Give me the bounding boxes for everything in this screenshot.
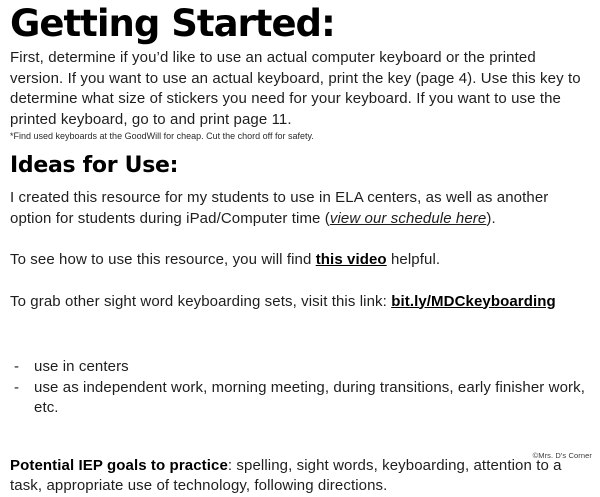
iep-goals-rest: : spelling, sight words, keyboarding, attention to a task, appropriate use of technology, following directions. bbox=[10, 456, 562, 494]
list-item bbox=[14, 357, 590, 378]
view-schedule-link[interactable]: view our schedule here bbox=[329, 209, 487, 227]
list-item bbox=[14, 378, 590, 419]
bullet-text: use as independent work, morning meeting, during transitions, early finisher work, etc. bbox=[34, 378, 585, 416]
ideas-paragraph-1-text: I created this resource for my students to use in ELA centers, as well as another option for students during iPad/Computer time ( bbox=[10, 189, 549, 227]
iep-goals-lead: Potential IEP goals to practice bbox=[10, 456, 228, 474]
this-video-link[interactable]: this video bbox=[315, 251, 387, 268]
ideas-paragraph-2-text: To see how to use this resource, you will find bbox=[10, 251, 316, 268]
ideas-paragraph-1-end: ). bbox=[486, 209, 496, 227]
ideas-paragraph-3 bbox=[10, 292, 590, 313]
bullet-dash: - bbox=[14, 358, 20, 375]
intro-paragraph: First, determine if you’d like to use an actual computer keyboard or the printed version. If you want to use an actual keyboard, print the key (page 4). Use this key to determine what size of stickers you need for your keyboard. If you want to use the printed keyboard, go to and print page 11. bbox=[10, 49, 581, 128]
bullet-text: use in centers bbox=[34, 358, 129, 375]
copyright-credit: ©Mrs. D's Corner bbox=[532, 451, 592, 460]
ideas-paragraph-2-end: helpful. bbox=[386, 251, 441, 268]
page-title: Getting Started: bbox=[10, 2, 335, 45]
ideas-paragraph-2 bbox=[10, 250, 590, 271]
ideas-for-use-heading: Ideas for Use: bbox=[10, 153, 179, 178]
keyboard-footnote: *Find used keyboards at the GoodWill for cheap. Cut the chord off for safety. bbox=[10, 131, 314, 141]
usage-bullet-list bbox=[10, 357, 590, 419]
ideas-paragraph-1 bbox=[10, 188, 590, 229]
bitly-keyboarding-link[interactable]: bit.ly/MDCkeyboarding bbox=[391, 292, 556, 310]
bullet-dash: - bbox=[14, 378, 20, 396]
ideas-paragraph-3-text: To grab other sight word keyboarding sets, visit this link: bbox=[10, 292, 392, 310]
iep-goals-paragraph bbox=[10, 456, 590, 497]
